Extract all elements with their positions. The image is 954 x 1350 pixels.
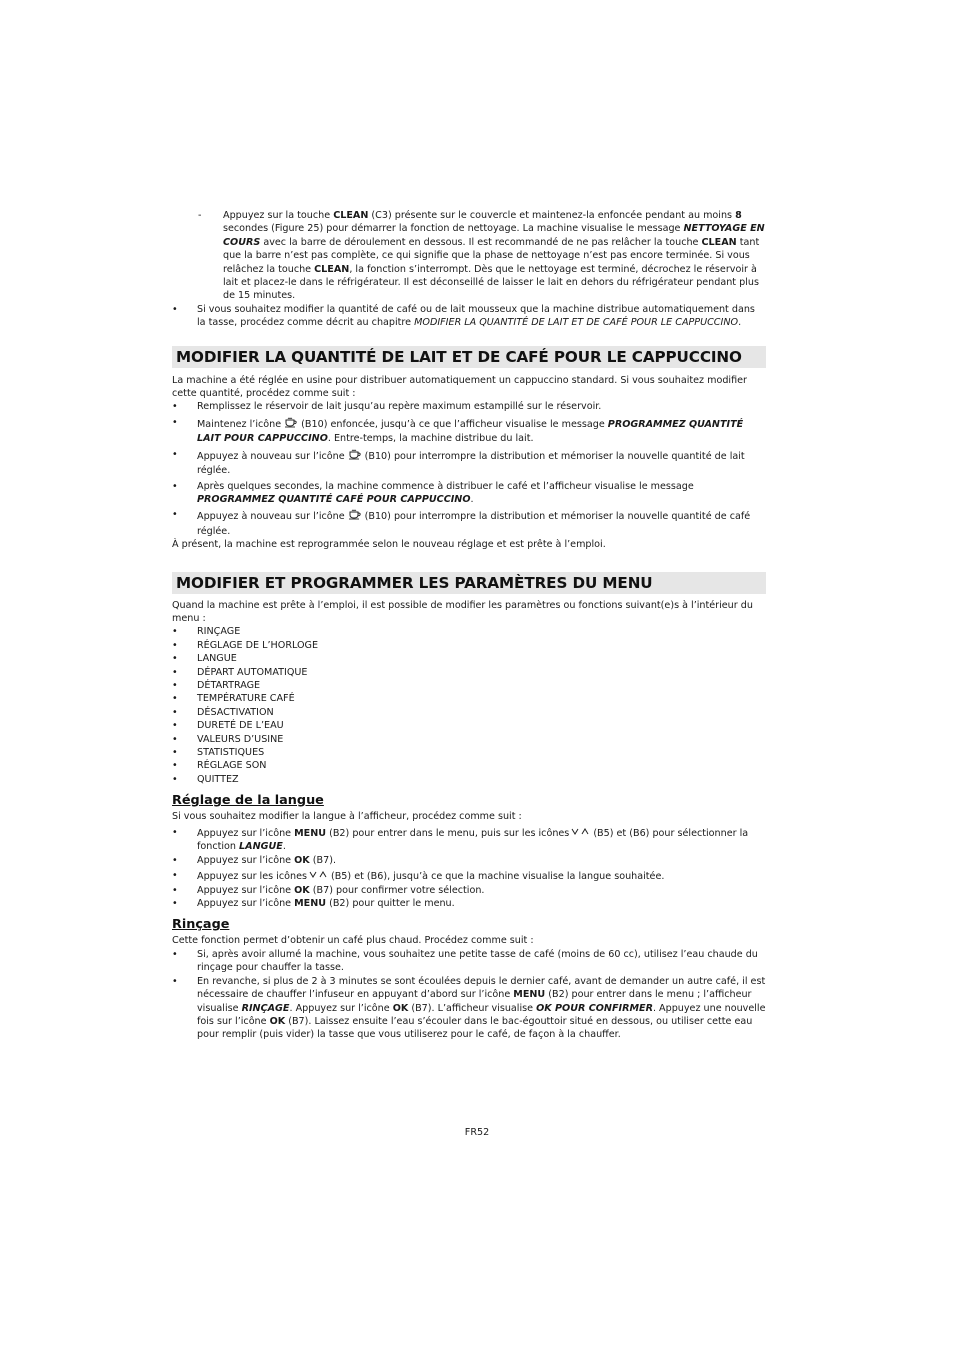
- cappuccino-icon: [283, 416, 299, 432]
- menu-parameter-item: [172, 746, 766, 759]
- list-item-text: Appuyez sur l’icône MENU (B2) pour quitter le menu.: [197, 898, 455, 910]
- bullet: •: [172, 733, 178, 745]
- menu-parameter-item: [172, 666, 766, 679]
- bullet: •: [172, 448, 178, 460]
- menu-parameter-item: [172, 719, 766, 732]
- menu-parameter-label: DÉSACTIVATION: [197, 706, 274, 718]
- list-item: [172, 884, 766, 897]
- bullet: •: [172, 653, 178, 665]
- list-item-text: Appuyez sur l’icône MENU (B2) pour entrer dans le menu, puis sur les icônes (B5) et (B6) pour sélectionner la fonction LANGUE.: [197, 826, 766, 854]
- bullet: •: [172, 760, 178, 772]
- subheading-langue: Réglage de la langue: [172, 793, 324, 809]
- menu-parameter-label: STATISTIQUES: [197, 747, 265, 758]
- menu-parameter-label: TEMPÉRATURE CAFÉ: [197, 693, 295, 705]
- section-intro: Quand la machine est prête à l’emploi, il est possible de modifier les paramètres ou fonctions suivant(e)s à l’intérieur du menu :: [172, 599, 753, 624]
- bullet: •: [172, 666, 178, 678]
- subsection-intro: Si vous souhaitez modifier la langue à l’afficheur, procédez comme suit :: [172, 811, 522, 823]
- bullet: •: [172, 706, 178, 718]
- menu-parameter-list: [172, 625, 766, 786]
- section-heading-cappuccino: MODIFIER LA QUANTITÉ DE LAIT ET DE CAFÉ POUR LE CAPPUCCINO: [172, 346, 766, 368]
- menu-parameter-label: DÉTARTRAGE: [197, 679, 261, 691]
- menu-parameter-item: [172, 652, 766, 665]
- list-item-text: Si vous souhaitez modifier la quantité de café ou de lait mousseux que la machine distribue automatiquement dans la tasse, procédez comme décrit au chapitre MODIFIER LA QUANTITÉ DE LAIT ET DE CAFÉ POUR LE CAPPUCCINO.: [197, 303, 755, 329]
- menu-parameter-label: VALEURS D’USINE: [197, 733, 284, 745]
- dash-marker: -: [198, 210, 202, 221]
- list-item-text: Remplissez le réservoir de lait jusqu’au repère maximum estampillé sur le réservoir.: [197, 401, 602, 413]
- bullet: •: [172, 975, 178, 987]
- bullet: •: [172, 854, 178, 866]
- bullet: •: [172, 693, 178, 705]
- document-body: [172, 209, 766, 1042]
- list-item: [172, 975, 766, 1042]
- list-item: [172, 303, 766, 330]
- list-item: [172, 400, 766, 413]
- list-item: [172, 508, 766, 538]
- bullet: •: [172, 898, 178, 910]
- dash-list-item: [172, 209, 766, 303]
- list-item-text: Maintenez l’icône (B10) enfoncée, jusqu’à ce que l’afficheur visualise le message PROGRAMMEZ QUANTITÉ LAIT POUR CAPPUCCINO. Entre-temps, la machine distribue du lait.: [197, 416, 766, 446]
- page-number: FR52: [464, 1127, 490, 1138]
- list-item: [172, 897, 766, 910]
- bullet: •: [172, 948, 178, 960]
- bullet: •: [172, 720, 178, 732]
- list-item-text: Si, après avoir allumé la machine, vous souhaitez une petite tasse de café (moins de 60 cc), utilisez l’eau chaude du rinçage pour chauffer la tasse.: [197, 948, 758, 974]
- menu-parameter-item: [172, 692, 766, 705]
- bullet: •: [172, 679, 178, 691]
- list-item: [172, 948, 766, 975]
- section-outro: À présent, la machine est reprogrammée selon le nouveau réglage et est prête à l’emploi.: [172, 539, 606, 551]
- bullet: •: [172, 870, 178, 882]
- bullet: •: [172, 509, 178, 521]
- menu-parameter-label: DÉPART AUTOMATIQUE: [197, 666, 308, 678]
- bullet: •: [172, 303, 178, 315]
- bullet: •: [172, 416, 178, 428]
- menu-parameter-item: [172, 706, 766, 719]
- menu-parameter-item: [172, 733, 766, 746]
- list-item-text: Après quelques secondes, la machine commence à distribuer le café et l’afficheur visualise le message PROGRAMMEZ QUANTITÉ CAFÉ POUR CAPPUCCINO.: [197, 480, 694, 505]
- bullet: •: [172, 480, 178, 492]
- subheading-rincage: Rinçage: [172, 917, 230, 933]
- menu-parameter-item: [172, 679, 766, 692]
- menu-parameter-label: DURETÉ DE L’EAU: [197, 720, 284, 732]
- cappuccino-icon: [347, 508, 363, 524]
- bullet: •: [172, 884, 178, 896]
- clean-instruction: Appuyez sur la touche CLEAN (C3) présente sur le couvercle et maintenez-la enfoncée pendant au moins 8 secondes (Figure 25) pour démarrer la fonction de nettoyage. La machine visualise le message NETTOYAGE EN COURS avec la barre de déroulement en dessous. Il est recommandé de ne pas relâcher la touche CLEAN tant que la barre n’est pas complète, ce qui signifie que la phase de nettoyage n’est pas encore terminée. Si vous relâchez la touche CLEAN, la fonction s’interrompt. Dès que le nettoyage est terminé, décrochez le réservoir à lait et placez-le dans le réfrigérateur. Il est déconseillé de laisser le lait en dehors du réfrigérateur pendant plus de 15 minutes.: [223, 210, 765, 302]
- list-item: [172, 826, 766, 854]
- menu-parameter-item: [172, 759, 766, 772]
- menu-parameter-label: LANGUE: [197, 653, 237, 665]
- menu-parameter-item: [172, 773, 766, 786]
- bullet: •: [172, 747, 178, 758]
- section-intro: La machine a été réglée en usine pour distribuer automatiquement un cappuccino standard. Si vous souhaitez modifier cette quantité, procédez comme suit :: [172, 374, 747, 400]
- list-item: [172, 869, 766, 884]
- bullet: •: [172, 773, 178, 785]
- subsection-intro: Cette fonction permet d’obtenir un café plus chaud. Procédez comme suit :: [172, 935, 534, 947]
- up-down-arrows-icon: [571, 826, 591, 840]
- list-item-text: En revanche, si plus de 2 à 3 minutes se sont écoulées depuis le dernier café, avant de demander un autre café, il est nécessaire de chauffer l’infuseur en appuyant d’abord sur l’icône MENU (B2) pour entrer dans le menu ; l’afficheur visualise RINÇAGE. Appuyez sur l’icône OK (B7). L’afficheur visualise OK POUR CONFIRMER. Appuyez une nouvelle fois sur l’icône OK (B7). Laissez ensuite l’eau s’écouler dans le bac-égouttoir situé en dessous, ou utiliser cette eau pour remplir (puis vider) la tasse que vous utiliserez pour le café, de façon à la chauffer.: [197, 975, 766, 1041]
- list-item: [172, 480, 766, 507]
- list-item-text: Appuyez à nouveau sur l’icône (B10) pour interrompre la distribution et mémoriser la nouvelle quantité de lait réglée.: [197, 448, 766, 478]
- list-item-text: Appuyez à nouveau sur l’icône (B10) pour interrompre la distribution et mémoriser la nouvelle quantité de café réglée.: [197, 508, 766, 538]
- bullet: •: [172, 626, 178, 638]
- list-item-text: Appuyez sur l’icône OK (B7) pour confirmer votre sélection.: [197, 884, 485, 896]
- menu-parameter-label: RÉGLAGE SON: [197, 760, 267, 772]
- menu-parameter-label: RÉGLAGE DE L’HORLOGE: [197, 639, 319, 651]
- list-item-text: Appuyez sur les icônes (B5) et (B6), jusqu’à ce que la machine visualise la langue souhaitée.: [197, 869, 766, 884]
- list-item: [172, 416, 766, 446]
- menu-parameter-item: [172, 625, 766, 638]
- menu-parameter-label: QUITTEZ: [197, 773, 239, 785]
- bullet: •: [172, 826, 178, 838]
- list-item: [172, 448, 766, 478]
- list-item-text: Appuyez sur l’icône OK (B7).: [197, 854, 336, 866]
- menu-parameter-label: RINÇAGE: [197, 626, 241, 638]
- bullet: •: [172, 639, 178, 651]
- menu-parameter-item: [172, 639, 766, 652]
- section-heading-menu: MODIFIER ET PROGRAMMER LES PARAMÈTRES DU MENU: [172, 572, 766, 594]
- bullet: •: [172, 401, 178, 413]
- up-down-arrows-icon: [309, 869, 329, 883]
- list-item: [172, 854, 766, 867]
- cappuccino-icon: [347, 448, 363, 464]
